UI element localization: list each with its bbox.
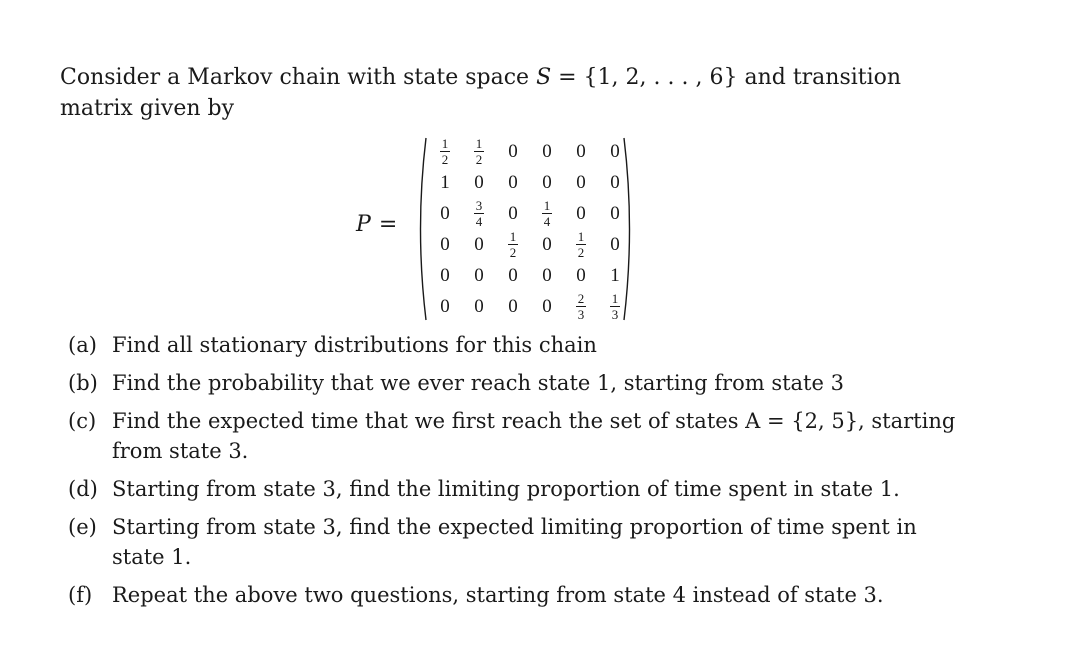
question-list [60, 330, 960, 618]
matrix-cell: 0 [542, 264, 552, 286]
fraction-denominator: 4 [475, 214, 483, 229]
question-label: (e) [68, 515, 97, 539]
matrix-cell: 0 [576, 171, 586, 193]
matrix-cell [496, 229, 530, 260]
fraction-denominator: 2 [509, 245, 517, 260]
matrix-cell: 0 [576, 202, 586, 224]
question-label: (b) [68, 371, 98, 395]
fraction [474, 199, 485, 228]
matrix-cell: 0 [610, 202, 620, 224]
fraction [440, 137, 451, 166]
matrix-cell: 0 [474, 264, 484, 286]
fraction-numerator: 1 [543, 198, 551, 213]
right-parenthesis [622, 136, 636, 322]
question-label: (c) [68, 409, 97, 433]
matrix-cell: 0 [508, 264, 518, 286]
question-text: Find the probability that we ever reach state 1, starting from state 3 [112, 371, 844, 395]
fraction [576, 292, 587, 321]
matrix-label [356, 212, 397, 237]
matrix-cell [530, 198, 564, 229]
fraction [576, 230, 587, 259]
matrix-cell: 0 [508, 171, 518, 193]
fraction-denominator: 3 [611, 307, 619, 322]
matrix-cell [564, 291, 598, 322]
question-item [60, 580, 960, 610]
question-item [60, 330, 960, 360]
question-item [60, 368, 960, 398]
intro-part1: Consider a Markov chain with state space [60, 65, 537, 90]
question-item [60, 474, 960, 504]
matrix-cell: 0 [440, 233, 450, 255]
matrix-cell: 0 [508, 295, 518, 317]
matrix-cell: 0 [474, 295, 484, 317]
matrix-cell [564, 229, 598, 260]
matrix-cell: 0 [542, 233, 552, 255]
question-label: (a) [68, 333, 97, 357]
matrix-cell: 0 [474, 233, 484, 255]
question-item [60, 512, 960, 572]
fraction-denominator: 4 [543, 214, 551, 229]
question-label: (d) [68, 477, 98, 501]
fraction-denominator: 2 [577, 245, 585, 260]
fraction-denominator: 2 [475, 152, 483, 167]
fraction-numerator: 1 [441, 136, 449, 151]
question-item [60, 406, 960, 466]
left-parenthesis [414, 136, 428, 322]
matrix-symbol: P [356, 212, 371, 237]
question-text: Find the expected time that we first reach the set of states A = {2, 5}, starting from state 3. [112, 409, 956, 463]
intro-part2: and transition matrix given by [60, 65, 902, 121]
question-text: Repeat the above two questions, starting from state 4 instead of state 3. [112, 583, 884, 607]
matrix-cell: 0 [440, 295, 450, 317]
matrix-cell: 0 [508, 202, 518, 224]
fraction-numerator: 1 [509, 229, 517, 244]
state-space-definition: = {1, 2, . . . , 6} [551, 65, 738, 90]
state-space-symbol: S [536, 65, 552, 90]
matrix-cell: 0 [610, 171, 620, 193]
matrix-cell: 1 [440, 171, 450, 193]
fraction-numerator: 1 [611, 291, 619, 306]
matrix-cell [428, 136, 462, 167]
question-text: Starting from state 3, find the limiting proportion of time spent in state 1. [112, 477, 900, 501]
matrix-cell: 0 [542, 171, 552, 193]
matrix-cell: 0 [610, 140, 620, 162]
question-label: (f) [68, 583, 93, 607]
fraction-numerator: 3 [475, 198, 483, 213]
question-text: Starting from state 3, find the expected limiting proportion of time spent in state 1. [112, 515, 917, 569]
matrix-cell: 0 [576, 140, 586, 162]
matrix-cell [462, 198, 496, 229]
fraction [542, 199, 553, 228]
matrix-cell [462, 136, 496, 167]
question-text: Find all stationary distributions for this chain [112, 333, 597, 357]
fraction-numerator: 1 [475, 136, 483, 151]
fraction-denominator: 3 [577, 307, 585, 322]
matrix-cell: 1 [610, 264, 620, 286]
matrix-cell: 0 [542, 295, 552, 317]
matrix-cell: 0 [508, 140, 518, 162]
matrix-cell: 0 [542, 140, 552, 162]
fraction [610, 292, 621, 321]
fraction-numerator: 2 [577, 291, 585, 306]
matrix-grid [428, 136, 632, 322]
problem-intro [60, 62, 960, 124]
fraction [474, 137, 485, 166]
matrix-cell: 0 [474, 171, 484, 193]
matrix-cell: 0 [610, 233, 620, 255]
matrix-cell: 0 [440, 202, 450, 224]
fraction-numerator: 1 [577, 229, 585, 244]
fraction-denominator: 2 [441, 152, 449, 167]
matrix-cell: 0 [576, 264, 586, 286]
matrix-equals: = [378, 212, 398, 237]
matrix-cell: 0 [440, 264, 450, 286]
fraction [508, 230, 519, 259]
